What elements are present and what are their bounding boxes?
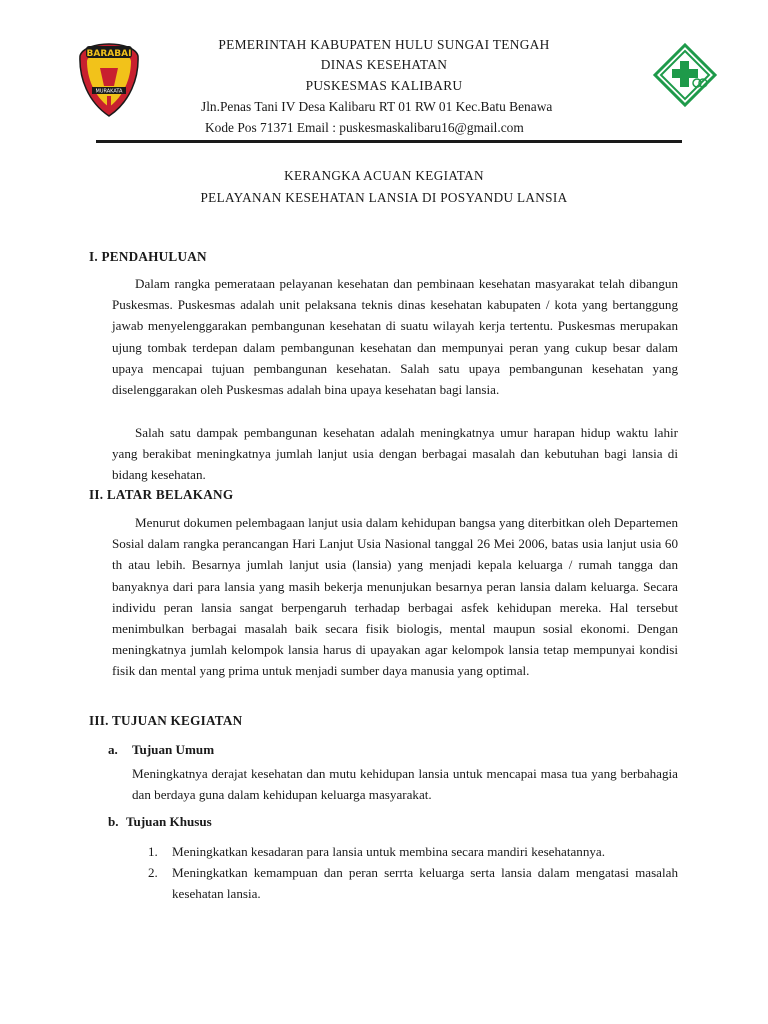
- header-rule: [96, 140, 682, 143]
- section-1-paragraph-2-text: Salah satu dampak pembangunan kesehatan adalah meningkatnya umur harapan hidup waktu lahir yang berakibat meningkatnya jumlah lanjut usia dengan berbagai masalah dan kebutuhan bagi lansia di bidang kesehatan.: [112, 425, 678, 483]
- list-item-text: Meningkatkan kemampuan dan peran serrta keluarga serta lansia dalam mengatasi masalah kesehatan lansia.: [172, 865, 678, 902]
- list-item: [148, 862, 678, 904]
- tujuan-umum-title: Tujuan Umum: [132, 742, 215, 757]
- list-item-text: Meningkatkan kesadaran para lansia untuk membina secara mandiri kesehatannya.: [172, 844, 606, 859]
- header-address: Jln.Penas Tani IV Desa Kalibaru RT 01 RW 01 Kec.Batu Benawa: [201, 99, 553, 114]
- section-2-paragraph-1-text: Menurut dokumen pelembagaan lanjut usia dalam kehidupan bangsa yang diterbitkan oleh Departemen Sosial dalam rangka perancangan Hari Lanjut Usia Nasional tanggal 26 Mei 2006, batas usia lanjut usia 60 th atau lebih. Besarnya jumlah lanjut usia (lansia) yang menjadi kepala keluarga / rumah tangga dan banyaknya dari para lansia yang masih bekerja menunjukan besarnya peran lansia dalam keluarga. Secara individu peran lansia sangat berpengaruh terhadap berbagai asfek kehidupan mereka. Hal tersebut menimbulkan berbagai masalah baik secara fisik biologis, mental maupun sosial ekonomi. Dengan meningkatnya jumlah kelompok lansia harus di upayakan agar kelompok lansia tetap mempunyai kondisi fisik dan mental yang prima untuk menjadi sumber daya manusia yang optimal.: [112, 515, 678, 679]
- header-line-1: PEMERINTAH KABUPATEN HULU SUNGAI TENGAH: [218, 37, 550, 52]
- section-3-heading: III. TUJUAN KEGIATAN: [89, 713, 243, 728]
- doc-title-2: PELAYANAN KESEHATAN LANSIA DI POSYANDU LANSIA: [200, 190, 568, 205]
- list-item-number: 2.: [148, 865, 158, 880]
- section-2-paragraph-1: [112, 512, 678, 682]
- tujuan-khusus-heading: [108, 814, 212, 830]
- section-1-heading: I. PENDAHULUAN: [89, 249, 207, 264]
- tujuan-khusus-label: b.: [108, 814, 119, 829]
- section-1-paragraph-2: [112, 422, 678, 486]
- section-1-paragraph-1-text: Dalam rangka pemerataan pelayanan kesehatan dan pembinaan kesehatan masyarakat telah dibangun Puskesmas. Puskesmas adalah unit pelaksana teknis dinas kesehatan kabupaten / kota yang bertanggung jawab menyelenggarakan pembangunan kesehatan di suatu wilayah kerja tertentu. Puskesmas merupakan ujung tombak terdepan dalam pembangunan kesehatan dan mempunyai peran yang cukup besar dalam upaya mencapai tujuan pembangunan kesehatan. Salah satu upaya pembangunan kesehatan yang diselenggarakan oleh Puskesmas adalah bina upaya kesehatan bagi lansia.: [112, 276, 678, 398]
- logo-text: BARABAI: [86, 49, 132, 59]
- section-1-paragraph-1: [112, 273, 678, 400]
- tujuan-umum-text: Meningkatnya derajat kesehatan dan mutu kehidupan lansia untuk mencapai masa tua yang berbahagia dan berdaya guna dalam kehidupan keluarga masyarakat.: [132, 766, 678, 803]
- tujuan-khusus-title: Tujuan Khusus: [126, 814, 212, 829]
- logo-banner: MURAKATA: [95, 88, 123, 95]
- header-line-3: PUSKESMAS KALIBARU: [305, 78, 463, 93]
- list-item-number: 1.: [148, 844, 158, 859]
- section-2-heading: II. LATAR BELAKANG: [89, 487, 234, 502]
- doc-title-1: KERANGKA ACUAN KEGIATAN: [284, 168, 484, 183]
- tujuan-umum-label: a.: [108, 742, 118, 757]
- tujuan-umum-heading: [108, 742, 214, 758]
- header-line-2: DINAS KESEHATAN: [320, 57, 448, 72]
- list-item: [148, 841, 678, 862]
- header-contact: Kode Pos 71371 Email : puskesmaskalibaru16@gmail.com: [205, 120, 524, 135]
